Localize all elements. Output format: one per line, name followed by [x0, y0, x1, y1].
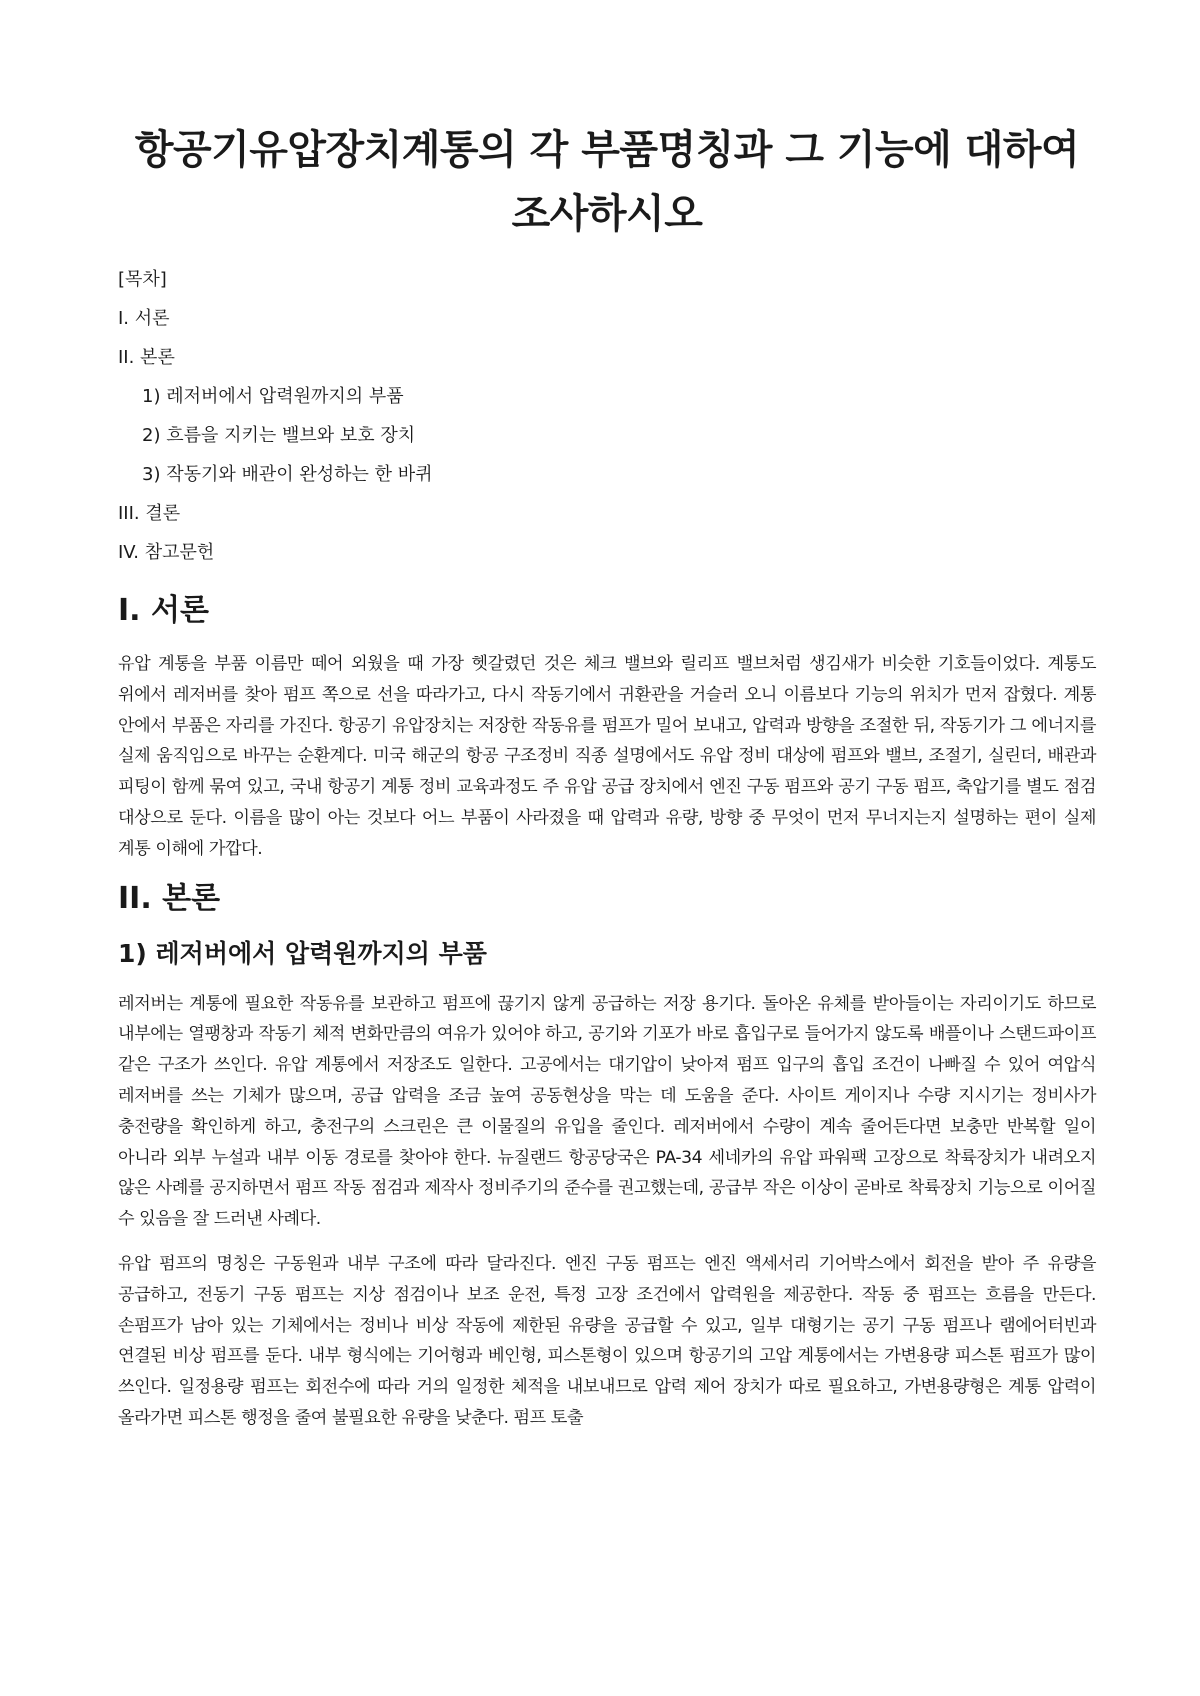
section-heading-intro: I. 서론	[118, 593, 209, 628]
toc-item-body-sub3: 3) 작동기와 배관이 완성하는 한 바퀴	[142, 464, 433, 485]
toc-item-body-sub2: 2) 흐름을 지키는 밸브와 보호 장치	[142, 425, 416, 446]
toc-item-conclusion: III. 결론	[118, 503, 181, 524]
toc-item-body-sub1: 1) 레저버에서 압력원까지의 부품	[142, 386, 404, 407]
table-of-contents	[118, 268, 1096, 565]
section-heading-body: II. 본론	[118, 880, 221, 916]
toc-item-references: IV. 참고문헌	[118, 542, 215, 563]
toc-item-intro: I. 서론	[118, 308, 170, 329]
document-title: 항공기유압장치계통의 각 부품명칭과 그 기능에 대하여 조사하시오	[134, 127, 1080, 237]
toc-heading: [목차]	[118, 269, 167, 290]
body-paragraph-1: 레저버는 계통에 필요한 작동유를 보관하고 펌프에 끊기지 않게 공급하는 저장 용기다. 돌아온 유체를 받아들이는 자리이기도 하므로 내부에는 열팽창과 작동기 체적 변화만큼의 여유가 있어야 하고, 공기와 기포가 바로 흡입구로 들어가지 않도록 배플이나 스탠드파이프 같은 구조가 쓰인다. 유압 계통에서 저장조도 일한다. 고공에서는 대기압이 낮아져 펌프 입구의 흡입 조건이 나빠질 수 있어 여압식 레저버를 쓰는 기체가 많으며, 공급 압력을 조금 높여 공동현상을 막는 데 도움을 준다. 사이트 게이지나 수량 지시기는 정비사가 충전량을 확인하게 하고, 충전구의 스크린은 큰 이물질의 유입을 줄인다. 레저버에서 수량이 계속 줄어든다면 보충만 반복할 일이 아니라 외부 누설과 내부 이동 경로를 찾아야 한다. 뉴질랜드 항공당국은 PA-34 세네카의 유압 파워팩 고장으로 착륙장치가 내려오지 않은 사례를 공지하면서 펌프 작동 점검과 제작사 정비주기의 준수를 권고했는데, 공급부 작은 이상이 곧바로 착륙장치 기능으로 이어질 수 있음을 잘 드러낸 사례다.	[118, 993, 1096, 1230]
toc-item-body: II. 본론	[118, 347, 175, 368]
subsection-heading-1: 1) 레저버에서 압력원까지의 부품	[118, 938, 487, 968]
intro-paragraph: 유압 계통을 부품 이름만 떼어 외웠을 때 가장 헷갈렸던 것은 체크 밸브와 릴리프 밸브처럼 생김새가 비슷한 기호들이었다. 계통도 위에서 레저버를 찾아 펌프 쪽으로 선을 따라가고, 다시 작동기에서 귀환관을 거슬러 오니 이름보다 기능의 위치가 먼저 잡혔다. 계통 안에서 부품은 자리를 가진다. 항공기 유압장치는 저장한 작동유를 펌프가 밀어 보내고, 압력과 방향을 조절한 뒤, 작동기가 그 에너지를 실제 움직임으로 바꾸는 순환계다. 미국 해군의 항공 구조정비 직종 설명에서도 유압 정비 대상에 펌프와 밸브, 조절기, 실린더, 배관과 피팅이 함께 묶여 있고, 국내 항공기 계통 정비 교육과정도 주 유압 공급 장치에서 엔진 구동 펌프와 공기 구동 펌프, 축압기를 별도 점검 대상으로 둔다. 이름을 많이 아는 것보다 어느 부품이 사라졌을 때 압력과 유량, 방향 중 무엇이 먼저 무너지는지 설명하는 편이 실제 계통 이해에 가깝다.	[118, 654, 1096, 859]
body-paragraph-2: 유압 펌프의 명칭은 구동원과 내부 구조에 따라 달라진다. 엔진 구동 펌프는 엔진 액세서리 기어박스에서 회전을 받아 주 유량을 공급하고, 전동기 구동 펌프는 지상 점검이나 보조 운전, 특정 고장 조건에서 압력원을 제공한다. 작동 중 펌프는 흐름을 만든다. 손펌프가 남아 있는 기체에서는 정비나 비상 작동에 제한된 유량을 공급할 수 있고, 일부 대형기는 공기 구동 펌프나 램에어터빈과 연결된 비상 펌프를 둔다. 내부 형식에는 기어형과 베인형, 피스톤형이 있으며 항공기의 고압 계통에서는 가변용량 피스톤 펌프가 많이 쓰인다. 일정용량 펌프는 회전수에 따라 거의 일정한 체적을 내보내므로 압력 제어 장치가 따로 필요하고, 가변용량형은 계통 압력이 올라가면 피스톤 행정을 줄여 불필요한 유량을 낮춘다. 펌프 토출	[118, 1253, 1096, 1428]
